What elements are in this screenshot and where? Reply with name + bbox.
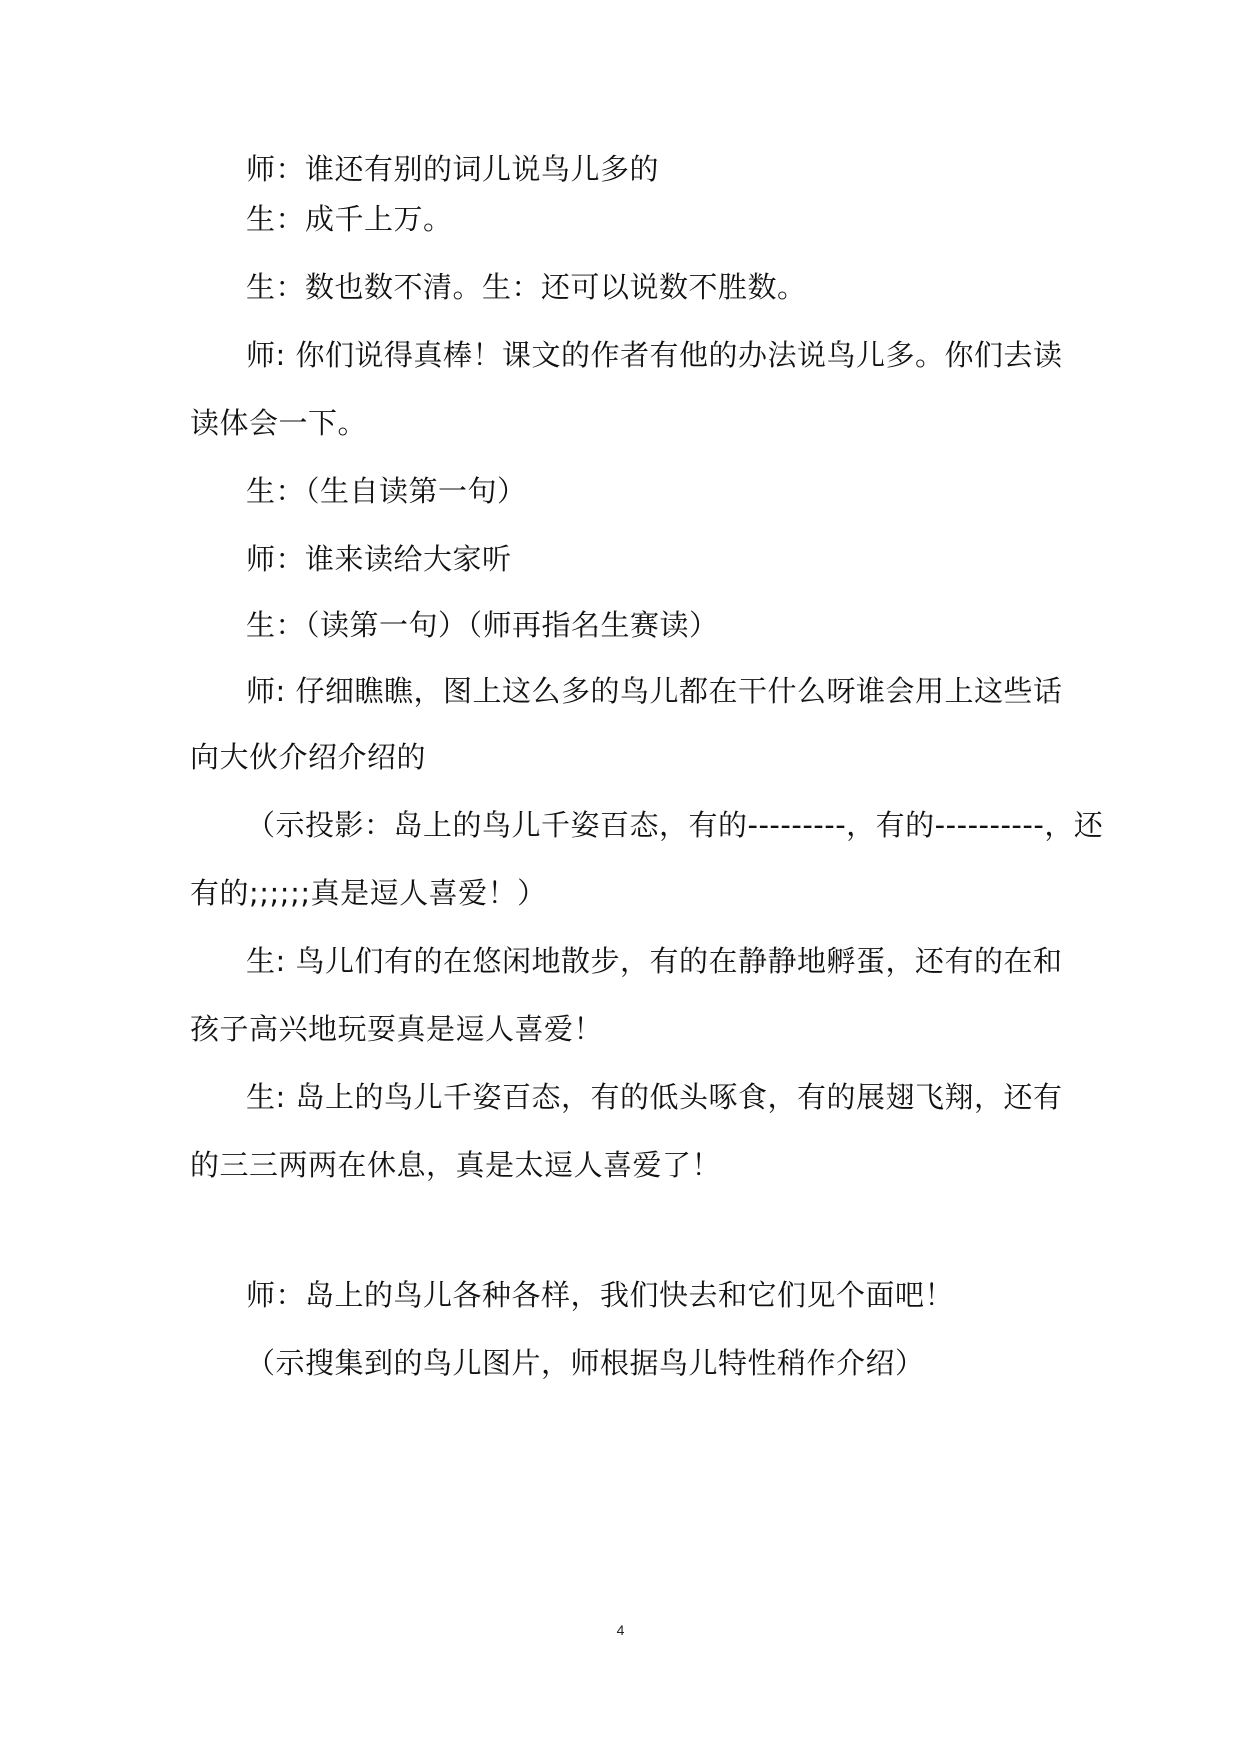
paragraph-line: 生: 鸟儿们有的在悠闲地散步，有的在静静地孵蛋，还有的在和 <box>246 944 1063 978</box>
paragraph-line: 师: 仔细瞧瞧，图上这么多的鸟儿都在干什么呀谁会用上这些话 <box>246 674 1063 708</box>
paragraph-line: 读体会一下。 <box>190 406 368 440</box>
paragraph-line: 生：（读第一句）（师再指名生赛读） <box>246 608 719 642</box>
paragraph-line: 有的;;;;;;真是逗人喜爱！） <box>190 876 547 910</box>
page-number: 4 <box>616 1622 625 1638</box>
paragraph-line: 师：岛上的鸟儿各种各样，我们快去和它们见个面吧！ <box>246 1278 955 1312</box>
paragraph-line: （示投影：岛上的鸟儿千姿百态，有的---------，有的----------，还 <box>246 808 1104 842</box>
paragraph-line: 师：谁来读给大家听 <box>246 542 512 576</box>
paragraph-line: 孩子高兴地玩耍真是逗人喜爱！ <box>190 1012 604 1046</box>
paragraph-line: 师：谁还有别的词儿说鸟儿多的 <box>246 152 660 186</box>
paragraph-line: 生：（生自读第一句） <box>246 474 527 508</box>
paragraph-line: 生：数也数不清。生：还可以说数不胜数。 <box>246 270 807 304</box>
paragraph-line: 生：成千上万。 <box>246 202 453 236</box>
paragraph-line: （示搜集到的鸟儿图片，师根据鸟儿特性稍作介绍） <box>246 1346 925 1380</box>
paragraph-line: 生: 岛上的鸟儿千姿百态，有的低头啄食，有的展翅飞翔，还有 <box>246 1080 1063 1114</box>
paragraph-line: 的三三两两在休息，真是太逗人喜爱了！ <box>190 1148 722 1182</box>
paragraph-line: 师: 你们说得真棒！课文的作者有他的办法说鸟儿多。你们去读 <box>246 338 1063 372</box>
paragraph-line: 向大伙介绍介绍的 <box>190 740 427 774</box>
